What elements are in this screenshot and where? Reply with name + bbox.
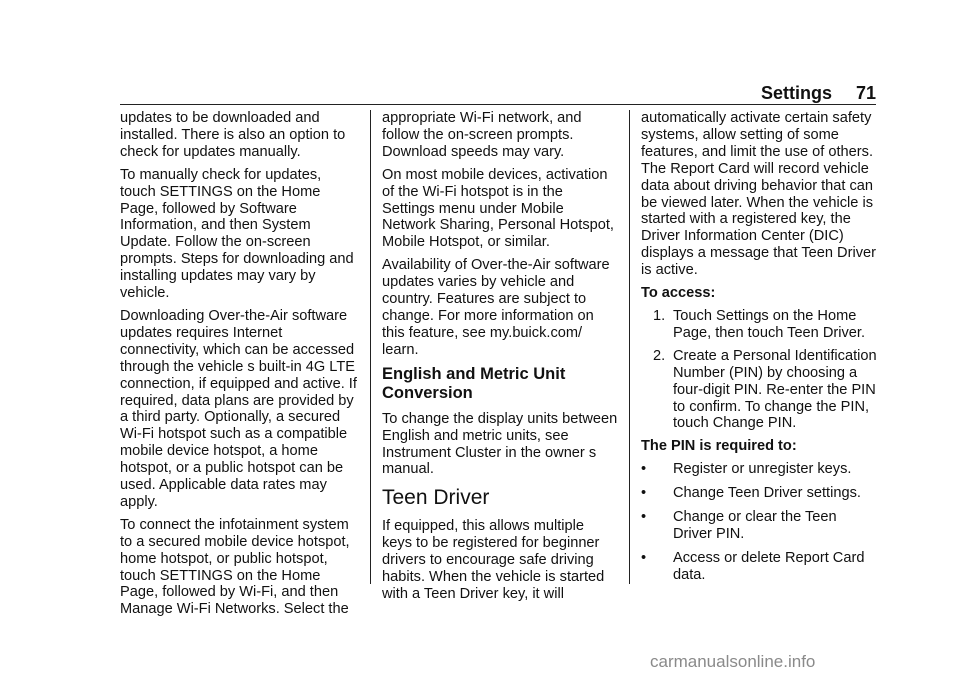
paragraph: On most mobile devices, activation of the Wi-Fi hotspot is in the Settings menu under Mobile Network Sharing, Personal Hotspot, Mobile Hotspot, or similar. — [382, 166, 614, 251]
access-label: To access: — [641, 285, 716, 302]
paragraph: If equipped, this allows multiple keys to be registered for beginner drivers to encourage safe driving habits. When the vehicle is started with a Teen Driver key, it will — [382, 518, 605, 602]
section-title: Settings — [760, 83, 832, 103]
paragraph: appropriate Wi-Fi network, and follow the on-screen prompts. Download speeds may vary. — [382, 110, 582, 160]
paragraph: Availability of Over-the-Air software updates varies by vehicle and country. Features are subject to change. For more information on this feature, see my.buick.com/ learn. — [382, 257, 610, 358]
paragraph: To connect the infotainment system to a secured mobile device hotspot, home hotspot, or public hotspot, touch SETTINGS on the Home Page, followed by Wi-Fi, and then Manage Wi-Fi Networks. Select the — [120, 516, 350, 618]
bullet-icon: • — [641, 549, 647, 566]
column-2 — [382, 110, 618, 609]
pin-label: The PIN is required to: — [641, 438, 797, 455]
watermark: carmanualsonline.info — [650, 652, 816, 671]
list-item — [641, 550, 877, 584]
step-text: Create a Personal Identification Number (PIN) by choosing a four-digit PIN. Re-enter the PIN to confirm. To change the PIN, touch Change PIN. — [673, 347, 877, 432]
paragraph: To change the display units between English and metric units, see Instrument Cluster in the owner s manual. — [382, 410, 618, 478]
bullet-text: Change Teen Driver settings. — [673, 485, 861, 502]
list-item — [641, 461, 877, 478]
bullet-text: Register or unregister keys. — [673, 461, 852, 478]
list-item — [641, 348, 877, 433]
bullet-text: Change or clear the Teen Driver PIN. — [673, 509, 837, 542]
column-divider — [629, 110, 630, 584]
step-number: 1. — [653, 307, 666, 324]
bullet-list — [641, 461, 877, 583]
section-heading-units: English and Metric Unit Conversion — [382, 364, 566, 402]
page-header — [120, 82, 876, 104]
paragraph: updates to be downloaded and installed. There is also an option to check for updates manually. — [120, 110, 346, 160]
column-3 — [641, 110, 877, 591]
bullet-text: Access or delete Report Card data. — [673, 549, 865, 583]
column-1 — [120, 110, 358, 624]
paragraph: automatically activate certain safety systems, allow setting of some features, and limit the use of others. The Report Card will record vehicle data about driving behavior that can be viewed later. When the vehicle is started with a registered key, the Driver Information Center (DIC) displays a message that Teen Driver is active. — [641, 110, 876, 279]
list-item — [641, 509, 877, 543]
steps-list — [641, 308, 877, 432]
section-heading-teen-driver: Teen Driver — [382, 486, 490, 510]
bullet-icon: • — [641, 485, 647, 502]
bullet-icon: • — [641, 461, 647, 478]
step-number: 2. — [653, 347, 666, 364]
list-item — [641, 485, 877, 502]
step-text: Touch Settings on the Home Page, then touch Teen Driver. — [673, 307, 866, 341]
header-rule — [120, 104, 876, 105]
list-item — [641, 308, 877, 342]
page-number: 71 — [855, 83, 876, 103]
column-divider — [370, 110, 371, 584]
bullet-icon: • — [641, 509, 647, 526]
paragraph: To manually check for updates, touch SETTINGS on the Home Page, followed by Software Information, and then System Update. Follow the on-screen prompts. Steps for downloading and installing updates may vary by vehicle. — [120, 166, 354, 302]
paragraph: Downloading Over-the-Air software updates requires Internet connectivity, which can be accessed through the vehicle s built-in 4G LTE connection, if equipped and active. If required, data plans are provided by a third party. Optionally, a secured Wi-Fi hotspot such as a compatible mobile device hotspot, a home hotspot, or a public hotspot can be used. Applicable data rates may apply. — [120, 307, 357, 510]
